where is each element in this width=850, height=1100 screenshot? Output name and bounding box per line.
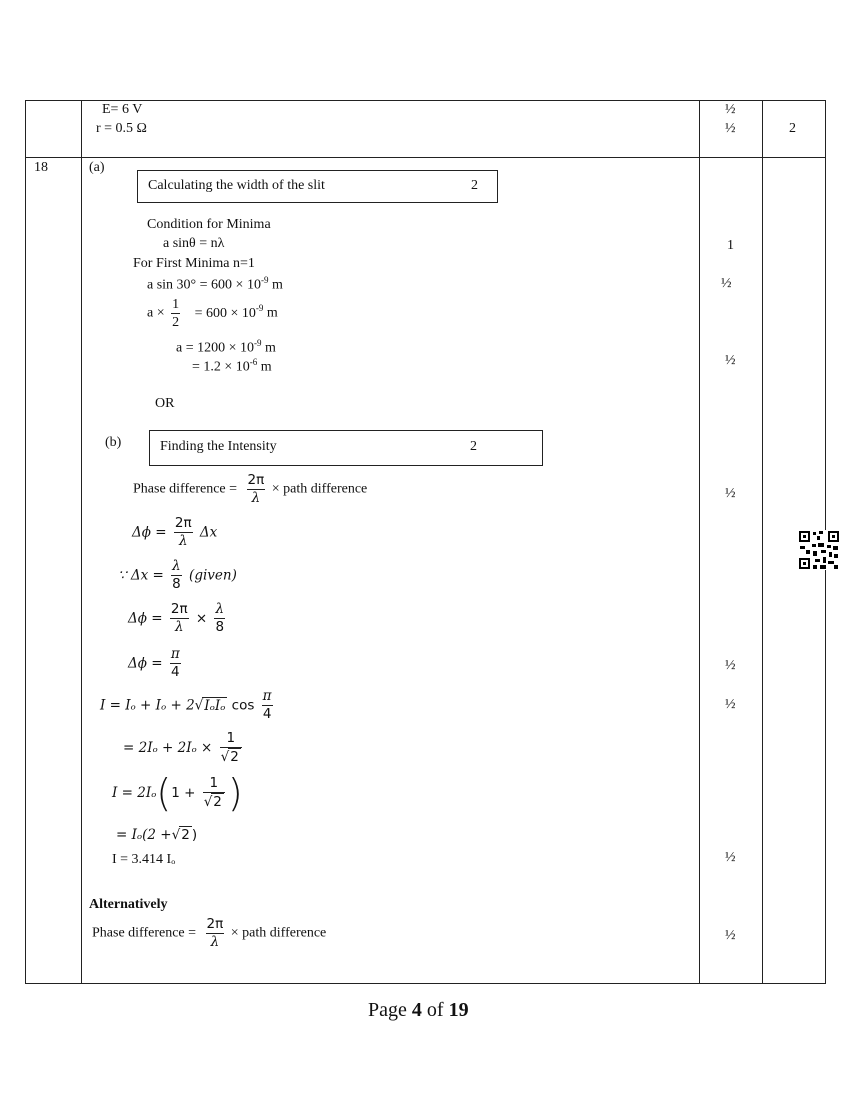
denominator: λ [251, 490, 261, 506]
denominator: λ [178, 533, 188, 549]
denominator: 4 [262, 706, 272, 722]
mark-value: ½ [725, 121, 736, 136]
total-marks: 2 [789, 121, 796, 136]
part-a-title: Calculating the width of the slit [148, 178, 325, 193]
unit: m [260, 359, 272, 375]
table-bottom-border [25, 983, 826, 984]
answer-line-emf: E= 6 V [102, 102, 143, 117]
col-line-left [25, 100, 26, 984]
current-page: 4 [411, 999, 422, 1021]
eq-text: Δϕ = [128, 610, 163, 627]
eq-text: Δϕ = [132, 524, 167, 541]
alternatively-heading: Alternatively [89, 897, 168, 912]
fraction-2pi-lambda [174, 515, 193, 550]
delta-x-given [118, 558, 237, 593]
qr-code-icon [798, 530, 840, 570]
mark-value: ½ [725, 486, 736, 501]
numerator: 2π [174, 515, 192, 531]
mark-value: ½ [721, 276, 732, 291]
sqrt-content: IₒIₒ [204, 697, 226, 714]
condition-minima: Condition for Minima [147, 217, 271, 232]
total-pages: 19 [448, 999, 469, 1021]
intensity-result: I = 3.414 Iₒ [112, 852, 176, 867]
sqrt-sign: √ [194, 697, 204, 714]
eq-text: = 1.2 × 10 [192, 359, 250, 375]
cos-label: cos [231, 697, 255, 714]
eq-text: a × [147, 305, 165, 321]
exponent: -9 [255, 303, 264, 314]
col-line-marks [699, 100, 700, 984]
mark-value: ½ [725, 102, 736, 117]
answer-line-resistance: r = 0.5 Ω [96, 121, 147, 136]
or-separator: OR [155, 396, 175, 411]
sqrt-content: 2 [230, 749, 239, 765]
mark-value: ½ [725, 658, 736, 673]
row-divider [25, 157, 826, 158]
fraction-half [171, 296, 180, 331]
equation-a-value [176, 338, 276, 357]
table-top-border [25, 100, 826, 101]
part-a-box-marks: 2 [471, 178, 478, 193]
eq-text: a sin 30° = 600 × 10 [147, 277, 261, 293]
equation-half [147, 296, 278, 331]
unit: m [271, 277, 283, 293]
times-sign: × [195, 610, 208, 627]
eq-text: ∵ Δx = [118, 567, 164, 584]
mark-value: ½ [725, 850, 736, 865]
numerator: 2π [170, 601, 188, 617]
col-line-total [762, 100, 763, 984]
fraction-lambda-8 [214, 601, 225, 636]
sqrt-sign: √ [171, 827, 181, 843]
col-line-qno [81, 100, 82, 984]
part-a-label: (a) [89, 160, 105, 175]
intensity-formula [100, 688, 276, 723]
condition-equation: a sinθ = nλ [163, 236, 225, 251]
footer-prefix: Page [368, 999, 412, 1021]
fraction-1-sqrt2 [203, 775, 225, 811]
denominator: √2 [203, 794, 222, 810]
fraction-lambda-8 [171, 558, 182, 593]
delta-phi-product [128, 601, 228, 636]
eq-text: Δϕ = [128, 655, 163, 672]
numerator: 2π [247, 472, 265, 488]
delta-phi-formula [132, 515, 217, 550]
numerator: λ [215, 601, 225, 617]
sqrt-content: 2 [213, 794, 222, 810]
denominator: λ [210, 934, 220, 950]
phase-difference-formula [133, 472, 367, 507]
eq-text: × path difference [271, 481, 368, 497]
first-minima: For First Minima n=1 [133, 256, 255, 271]
eq-text: I = Iₒ + Iₒ + 2 [100, 697, 195, 714]
exponent: -6 [249, 357, 258, 367]
intensity-step3 [112, 771, 243, 815]
intensity-step4 [116, 826, 197, 843]
eq-text: (given) [189, 567, 237, 584]
paren-close: ) [227, 771, 243, 815]
numerator: 1 [203, 775, 225, 793]
mark-value: 1 [727, 238, 734, 253]
eq-text: a = 1200 × 10 [176, 340, 255, 356]
eq-text: Phase difference = [92, 925, 197, 941]
numerator: 2π [206, 916, 224, 932]
phase-difference-alt [92, 916, 326, 951]
mark-value: ½ [725, 353, 736, 368]
mark-value: ½ [725, 928, 736, 943]
numerator: π [170, 646, 180, 662]
paren-open: ( [156, 771, 172, 815]
intensity-step2 [123, 730, 245, 766]
question-number: 18 [34, 160, 48, 175]
fraction-2pi-lambda [206, 916, 225, 951]
part-b-box-marks: 2 [470, 439, 477, 454]
fraction-pi-4 [262, 688, 273, 723]
denominator: 8 [172, 576, 181, 592]
denominator: 2 [172, 315, 180, 330]
fraction-pi-4 [170, 646, 181, 681]
sqrt-content: 2 [181, 827, 190, 843]
unit: m [265, 340, 276, 356]
part-b-label: (b) [105, 435, 122, 450]
eq-text: × path difference [230, 925, 327, 941]
denominator: λ [174, 619, 184, 635]
page-footer [368, 999, 469, 1022]
eq-text: Phase difference = [133, 481, 238, 497]
fraction-2pi-lambda [170, 601, 189, 636]
delta-phi-result [128, 646, 184, 681]
eq-text: = 2Iₒ + 2Iₒ × [123, 740, 213, 756]
fraction-1-sqrt2 [220, 730, 242, 766]
eq-text: = Iₒ(2 + [116, 827, 172, 843]
unit: m [266, 305, 278, 321]
fraction-2pi-lambda [247, 472, 266, 507]
eq-text: = 600 × 10 [194, 305, 256, 321]
part-b-title-box [149, 430, 543, 466]
eq-text: Δx [199, 524, 218, 541]
numerator: π [262, 688, 272, 704]
exponent: -9 [254, 338, 262, 348]
part-a-title-box [137, 170, 498, 203]
exponent: -9 [260, 275, 269, 285]
mark-value: ½ [725, 697, 736, 712]
denominator: √2 [220, 749, 239, 765]
eq-text: 1 + [171, 785, 196, 801]
eq-text: I = 2Iₒ [112, 785, 157, 801]
eq-text: ) [191, 827, 198, 843]
equation-a-result [192, 357, 272, 376]
footer-mid: of [421, 999, 449, 1021]
part-b-title: Finding the Intensity [160, 439, 277, 454]
denominator: 8 [215, 619, 225, 635]
equation-sin30 [147, 275, 283, 294]
numerator: λ [172, 558, 181, 574]
denominator: 4 [171, 664, 180, 680]
numerator: 1 [220, 730, 242, 748]
numerator: 1 [172, 297, 180, 312]
